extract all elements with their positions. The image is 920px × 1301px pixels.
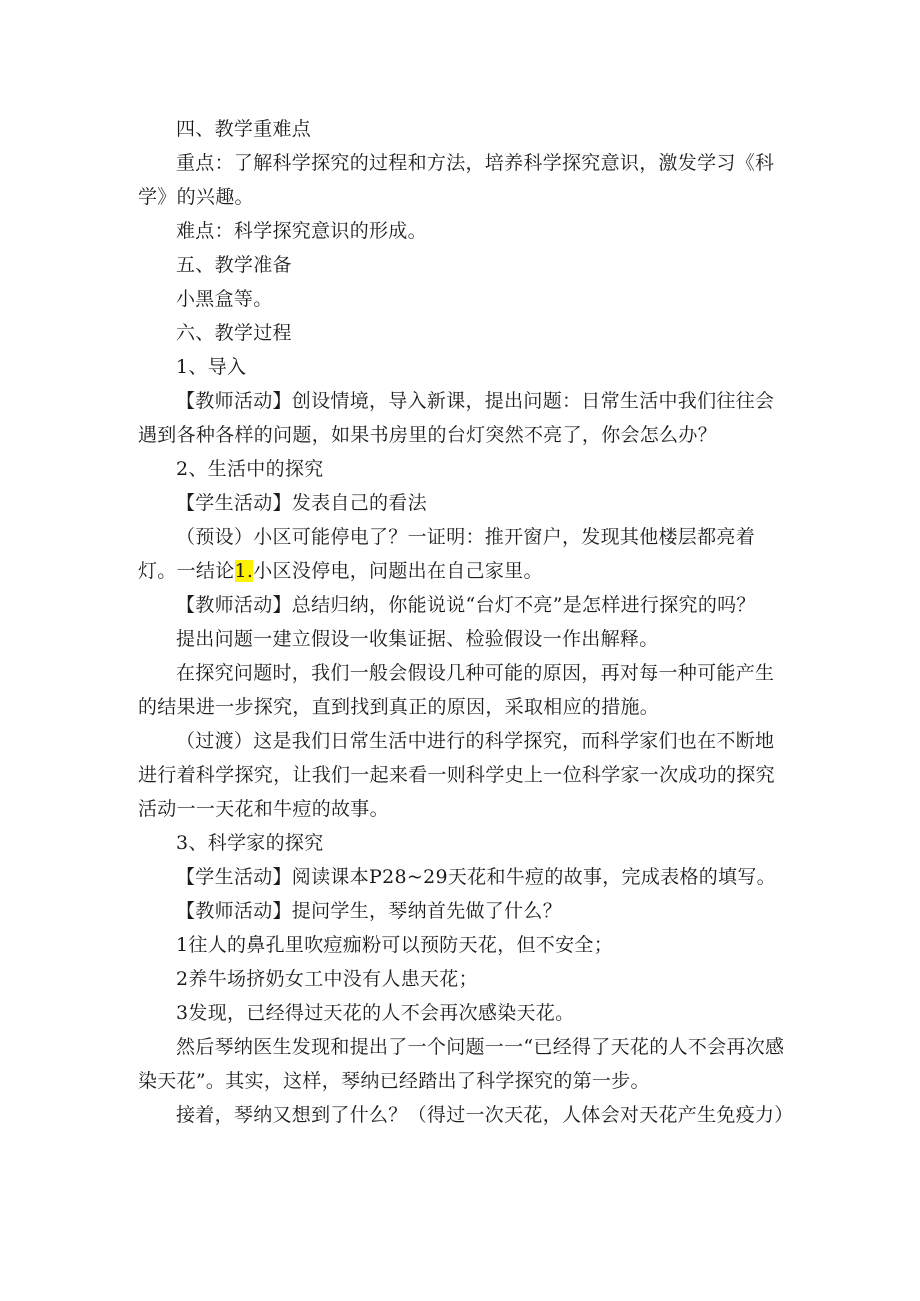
paragraph-difficulty: 难点：科学探究意识的形成。 — [176, 220, 427, 242]
paragraph-teacher-summary: 【教师活动】总结归纳，你能说说“台灯不亮”是怎样进行探究的吗？ — [176, 594, 756, 616]
subheading-daily-inquiry: 2、生活中的探究 — [176, 458, 324, 480]
section-heading-preparation: 五、教学准备 — [176, 254, 292, 276]
paragraph-student-reading: 【学生活动】阅读课本P28~29天花和牛痘的故事，完成表格的填写。 — [176, 866, 776, 888]
list-item-3: 3发现，已经得过天花的人不会再次感染天花。 — [176, 1002, 575, 1024]
paragraph-teacher-activity-intro: 【教师活动】创设情境，导入新课，提出问题：日常生活中我们往往会遇到各种各样的问题，如果书房里的台灯突然不亮了，你会怎么办？ — [138, 390, 775, 446]
paragraph-inquiry-method: 在探究问题时，我们一般会假设几种可能的原因，再对每一种可能产生的结果进一步探究，直到找到真正的原因，采取相应的措施。 — [138, 662, 775, 718]
paragraph-inquiry-steps: 提出问题一建立假设一收集证据、检验假设一作出解释。 — [176, 628, 659, 650]
document-body — [138, 112, 794, 1132]
list-item-1: 1往人的鼻孔里吹痘痂粉可以预防天花，但不安全； — [176, 934, 613, 956]
paragraph-jenner-next: 接着，琴纳又想到了什么？（得过一次天花，人体会对天花产生免疫力） — [176, 1104, 794, 1126]
paragraph-transition: （过渡）这是我们日常生活中进行的科学探究，而科学家们也在不断地进行着科学探究，让我们一起来看一则科学史上一位科学家一次成功的探究活动一一天花和牛痘的故事。 — [138, 730, 775, 820]
paragraph-jenner-question: 然后琴纳医生发现和提出了一个问题一一“已经得了天花的人不会再次感染天花”。其实，这样，琴纳已经踏出了科学探究的第一步。 — [138, 1036, 785, 1092]
paragraph-materials: 小黑盒等。 — [176, 288, 273, 310]
hypothesis-text-before: （预设）小区可能停电了？一证明：推开窗户，发现其他楼层都亮着灯。一结论 — [138, 526, 756, 582]
subheading-introduction: 1、导入 — [176, 356, 247, 378]
list-item-2: 2养牛场挤奶女工中没有人患天花； — [176, 968, 478, 990]
subheading-scientist-inquiry: 3、科学家的探究 — [176, 832, 324, 854]
section-heading-key-points: 四、教学重难点 — [176, 118, 312, 140]
paragraph-key-point: 重点：了解科学探究的过程和方法，培养科学探究意识，激发学习《科学》的兴趣。 — [138, 152, 775, 208]
paragraph-hypothesis — [138, 520, 788, 588]
hypothesis-text-after: 小区没停电，问题出在自己家里。 — [253, 560, 543, 582]
paragraph-student-activity-opinion: 【学生活动】发表自己的看法 — [176, 492, 427, 514]
section-heading-process: 六、教学过程 — [176, 322, 292, 344]
highlighted-text: 1. — [234, 560, 254, 582]
paragraph-teacher-question: 【教师活动】提问学生，琴纳首先做了什么？ — [176, 900, 563, 922]
